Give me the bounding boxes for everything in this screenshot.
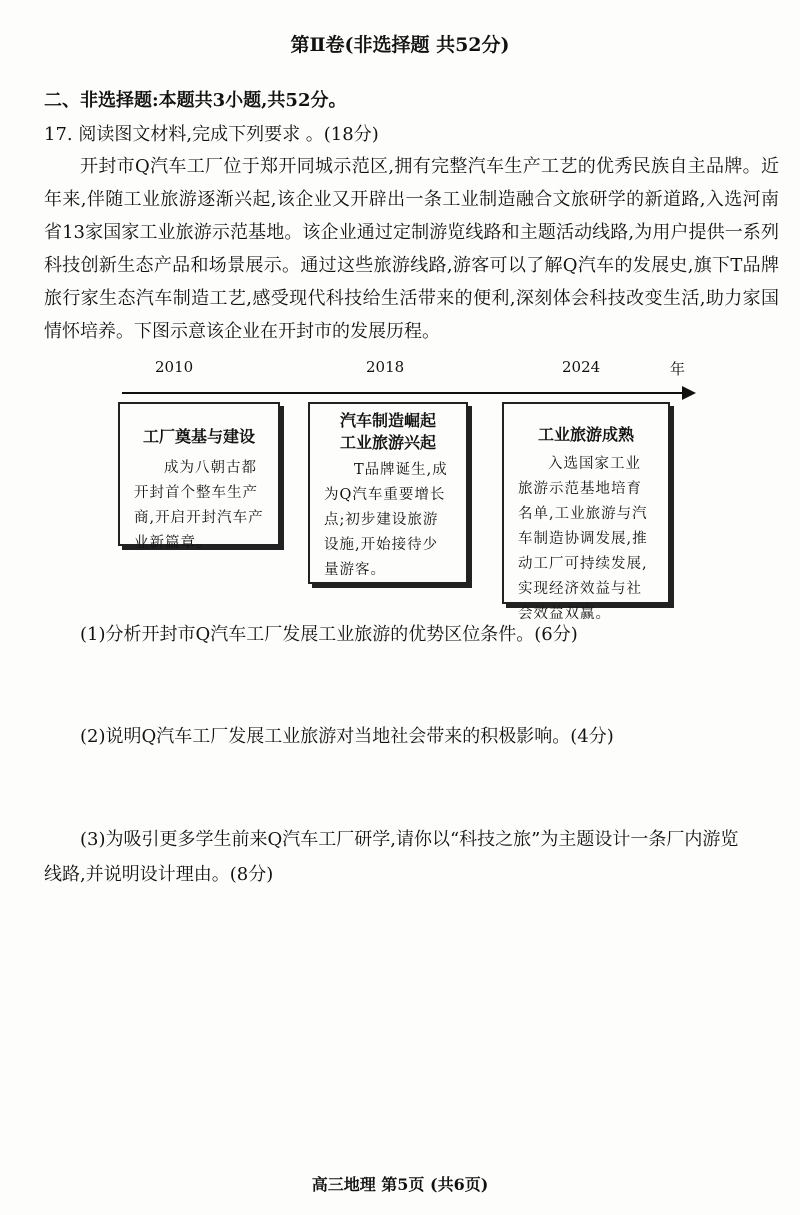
timeline-axis-label: 年 (670, 360, 686, 378)
sub-question-2: (2)说明Q汽车工厂发展工业旅游对当地社会带来的积极影响。(4分) (80, 726, 614, 747)
arrow-right-icon (682, 386, 696, 400)
stage-text: 入选国家工业旅游示范基地培育名单,工业旅游与汽车制造协调发展,推动工厂可持续发展,实现经济效益与社会效益双赢。 (518, 456, 648, 622)
paragraph-line: 开封市Q汽车工厂位于郑开同城示范区,拥有完整汽车生产工艺的优秀民族自主品牌。 (80, 156, 761, 177)
stage-title-line: 汽车制造崛起 (339, 411, 436, 430)
paragraph-line: 近年来,伴随工业旅游逐渐兴起,该企业又开辟出一条工业制造融合文旅研学的新道路,入选 (44, 156, 779, 210)
stage-title-line: 工业旅游兴起 (339, 433, 436, 452)
development-timeline (0, 358, 800, 622)
stage-title: 工厂奠基与建设 (142, 427, 255, 446)
paragraph-line: 旗下T品牌旅行家生态汽车制造工艺,感受现代科技给生活带来的便利,深刻体会科技改变生 (44, 255, 779, 309)
stage-text: 成为八朝古都开封首个整车生产商,开启开封汽车产业新篇章。 (134, 460, 264, 551)
page-footer: 高三地理 第5页 (共6页) (311, 1175, 489, 1194)
timeline-year-2018: 2018 (366, 358, 405, 376)
question-heading: 17. 阅读图文材料,完成下列要求 。(18分) (44, 124, 379, 145)
stage-box-2024 (502, 402, 670, 622)
sub-question-3: (3)为吸引更多学生前来Q汽车工厂研学,请你以“科技之旅”为主题设计一条厂内游览 (80, 829, 739, 850)
stage-text: T品牌诞生,成为Q汽车重要增长点;初步建设旅游设施,开始接待少量游客。 (324, 462, 448, 578)
section-title: 第Ⅱ卷(非选择题 共52分) (290, 34, 510, 56)
stage-box-2018 (308, 402, 468, 584)
material-paragraph (44, 150, 779, 348)
timeline-axis (122, 392, 687, 394)
timeline-year-2010: 2010 (155, 358, 194, 376)
paragraph-line: 一系列科技创新生态产品和场景展示。通过这些旅游线路,游客可以了解Q汽车的发展史, (44, 222, 779, 276)
part-heading: 二、非选择题:本题共3小题,共52分。 (44, 90, 347, 111)
paragraph-line: 活,助力家国情怀培养。下图示意该企业在开封市的发展历程。 (44, 288, 779, 342)
paragraph-line: 河南省13家国家工业旅游示范基地。该企业通过定制游览线路和主题活动线路,为用户提供 (44, 189, 779, 243)
sub-question-1: (1)分析开封市Q汽车工厂发展工业旅游的优势区位条件。(6分) (80, 624, 578, 645)
sub-question-3-cont: 线路,并说明设计理由。(8分) (44, 864, 274, 885)
stage-title: 工业旅游成熟 (537, 425, 634, 444)
timeline-year-2024: 2024 (562, 358, 601, 376)
stage-box-2010 (118, 402, 280, 551)
